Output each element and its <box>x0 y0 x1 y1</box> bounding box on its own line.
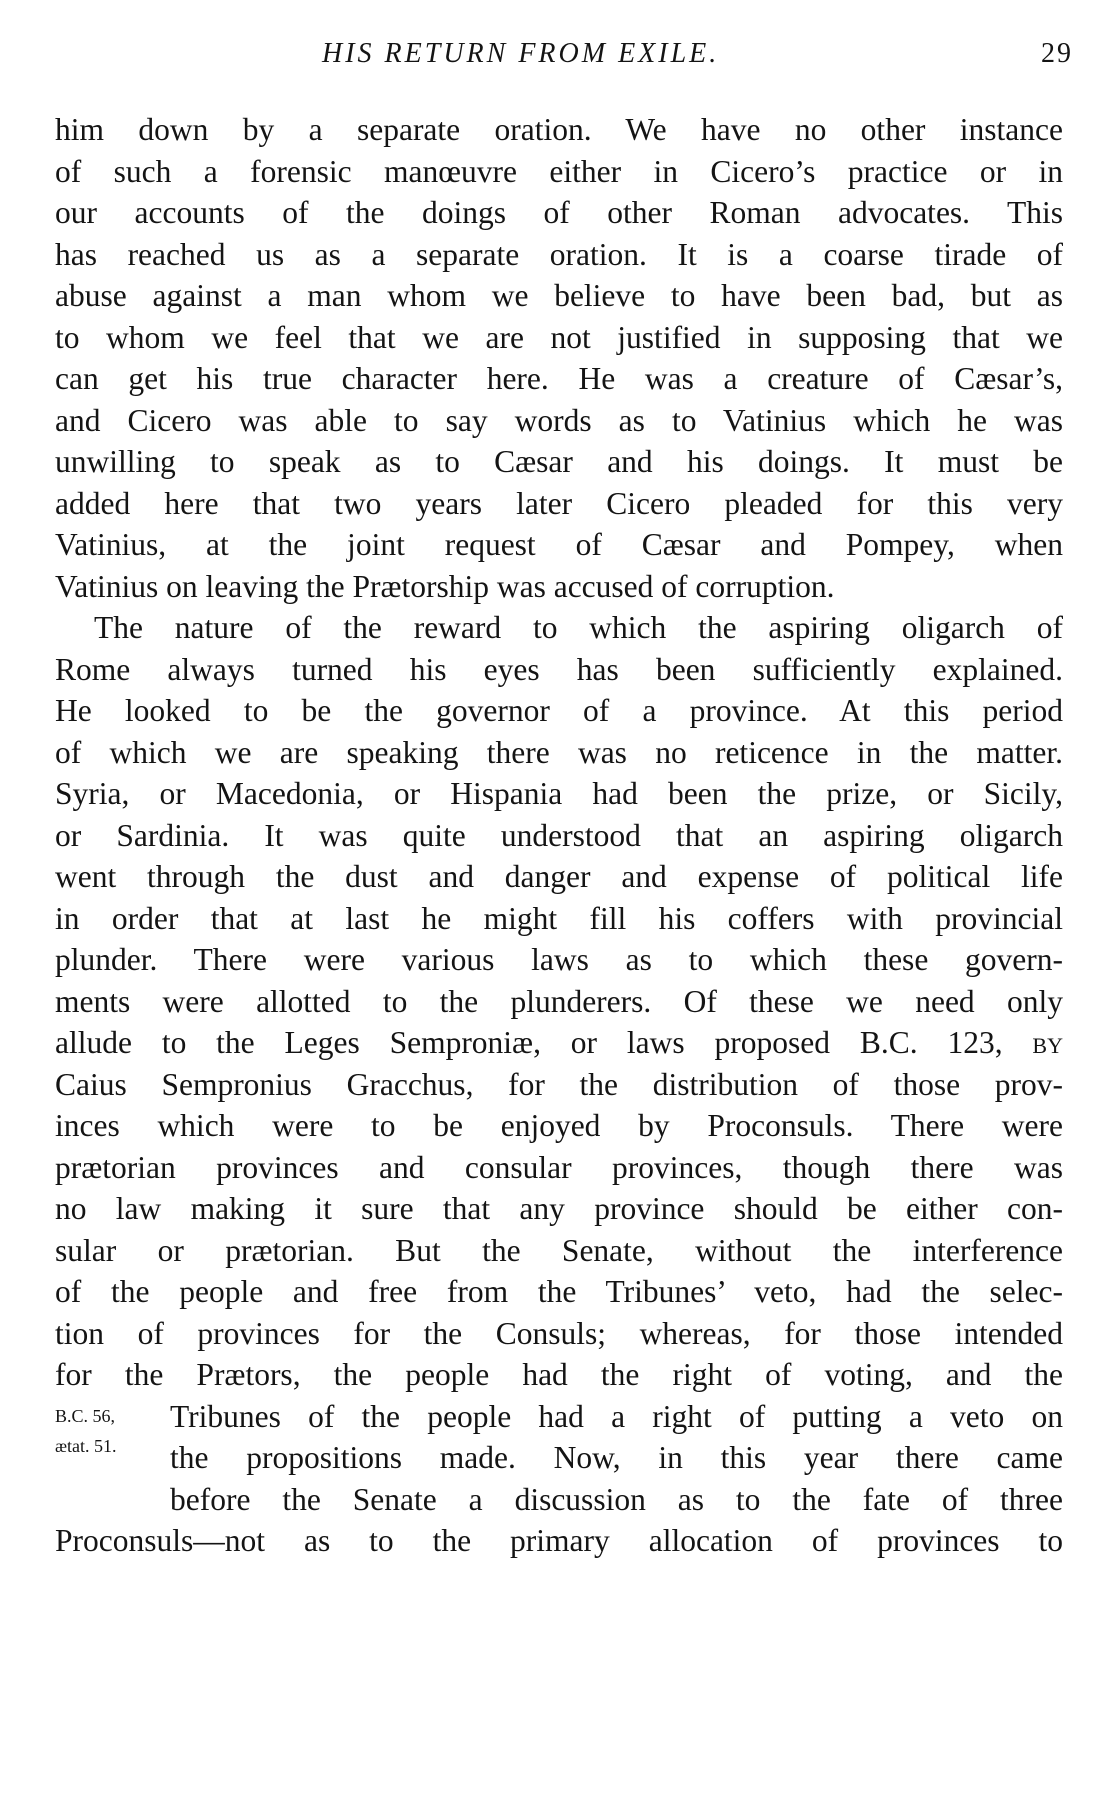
text-line: prætorian provinces and consular provinces, though there was <box>55 1150 1063 1185</box>
text-line: for the Prætors, the people had the right of voting, and the <box>55 1357 1063 1392</box>
text-line: him down by a separate oration. We have no other instance <box>55 112 1063 147</box>
text-line: inces which were to be enjoyed by Proconsuls. There were <box>55 1108 1063 1143</box>
text-line: sular or prætorian. But the Senate, without the interference <box>55 1233 1063 1268</box>
text-line: The nature of the reward to which the aspiring oligarch of <box>94 610 1063 645</box>
text-line: no law making it sure that any province should be either con- <box>55 1191 1063 1226</box>
page-number: 29 <box>1041 38 1073 69</box>
text-line: abuse against a man whom we believe to have been bad, but as <box>55 278 1063 313</box>
text-line: Proconsuls—not as to the primary allocation of provinces to <box>55 1523 1063 1558</box>
margin-note-age: ætat. 51. <box>55 1436 117 1456</box>
text-line: unwilling to speak as to Cæsar and his doings. It must be <box>55 444 1063 479</box>
text-line: Tribunes of the people had a right of putting a veto on <box>170 1399 1063 1434</box>
text-line: added here that two years later Cicero pleaded for this very <box>55 486 1063 521</box>
running-head: HIS RETURN FROM EXILE. <box>322 38 720 69</box>
text-line: ments were allotted to the plunderers. Of these we need only <box>55 984 1063 1019</box>
text-line: to whom we feel that we are not justified in supposing that we <box>55 320 1063 355</box>
text-line: of the people and free from the Tribunes’ veto, had the selec- <box>55 1274 1063 1309</box>
text-line: Rome always turned his eyes has been sufficiently explained. <box>55 652 1063 687</box>
text-line: our accounts of the doings of other Roman advocates. This <box>55 195 1063 230</box>
text-line: Vatinius, at the joint request of Cæsar and Pompey, when <box>55 527 1063 562</box>
text-line: Caius Sempronius Gracchus, for the distribution of those prov- <box>55 1067 1063 1102</box>
text-line: can get his true character here. He was a creature of Cæsar’s, <box>55 361 1063 396</box>
date-reference: B.C. 123, by <box>859 1025 1063 1060</box>
text-line: or Sardinia. It was quite understood that an aspiring oligarch <box>55 818 1063 853</box>
margin-note-date: B.C. 56, <box>55 1406 116 1426</box>
text-line: has reached us as a separate oration. It is a coarse tirade of <box>55 237 1063 272</box>
text-line: went through the dust and danger and expense of political life <box>55 859 1063 894</box>
text-line: and Cicero was able to say words as to Vatinius which he was <box>55 403 1063 438</box>
text-line: plunder. There were various laws as to which these govern- <box>55 942 1063 977</box>
margin-note <box>55 1401 165 1461</box>
text-line <box>55 1023 1063 1065</box>
text-line: Vatinius on leaving the Prætorship was accused of corruption. <box>55 569 835 604</box>
text-line: of such a forensic manœuvre either in Cicero’s practice or in <box>55 154 1063 189</box>
text-line: in order that at last he might fill his coffers with provincial <box>55 901 1063 936</box>
text-line: the propositions made. Now, in this year there came <box>170 1440 1063 1475</box>
text-line: of which we are speaking there was no reticence in the matter. <box>55 735 1063 770</box>
text-line: Syria, or Macedonia, or Hispania had been the prize, or Sicily, <box>55 776 1063 811</box>
text-line: He looked to be the governor of a province. At this period <box>55 693 1063 728</box>
text-line: before the Senate a discussion as to the fate of three <box>170 1482 1063 1517</box>
text-segment: allude to the Leges Semproniæ, or laws proposed <box>55 1025 830 1060</box>
text-line: tion of provinces for the Consuls; whereas, for those intended <box>55 1316 1063 1351</box>
